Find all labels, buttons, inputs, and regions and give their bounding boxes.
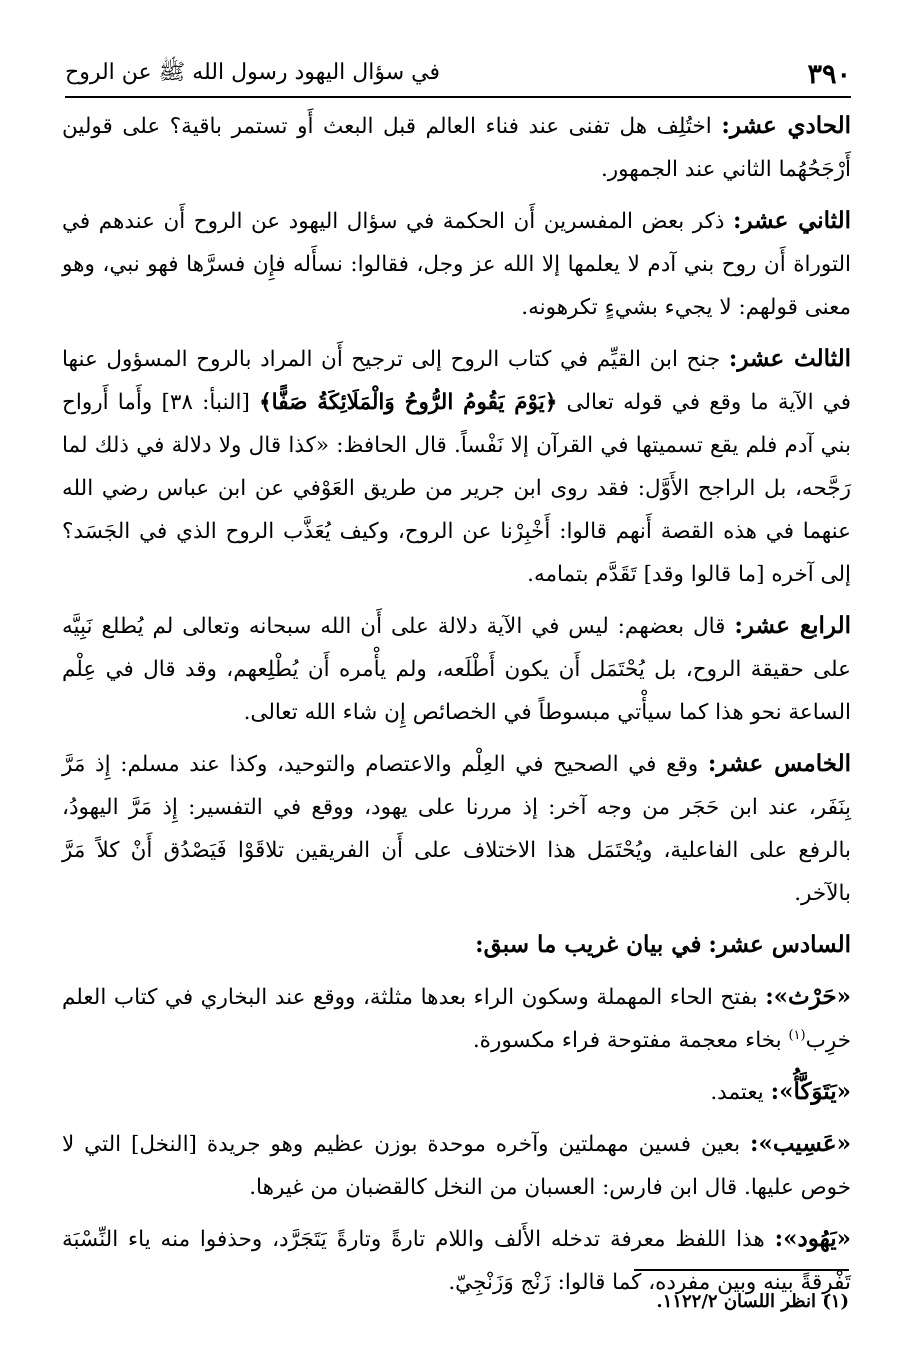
paragraph-11: [62, 104, 851, 191]
page-number: ٣٩٠: [807, 58, 851, 90]
paragraph-label: الحادي عشر:: [721, 112, 851, 139]
glossary-entry-yatawakka: [62, 1070, 851, 1114]
paragraph-label: السادس عشر:: [708, 931, 851, 958]
paragraph-16-heading: [62, 923, 851, 967]
paragraph-label: الثالث عشر:: [728, 345, 851, 372]
glossary-term: «حَرْث»:: [765, 983, 851, 1010]
footnote: (١) انظر اللسان ١١٢٢/٢.: [656, 1291, 849, 1312]
quran-verse: ﴿يَوْمَ يَقُومُ الرُّوحُ وَالْمَلَائِكَةُ صَفًّا﴾: [259, 390, 558, 415]
footnote-reference: (١): [788, 1027, 806, 1043]
paragraph-label: الثاني عشر:: [732, 207, 851, 234]
paragraph-text: جنح ابن القيِّم في كتاب الروح إلى ترجيح أَن المراد بالروح المسؤول عنها في الآية ما وقع في قوله تعالى: [62, 347, 851, 415]
glossary-term: «عَسِيب»:: [749, 1130, 851, 1157]
paragraph-text: اختُلِف هل تفنى عند فناء العالم قبل البعث أَو تستمر باقية؟ على قولين أَرْجَحُهُما الثاني عند الجمهور.: [62, 114, 851, 182]
paragraph-text: قال بعضهم: ليس في الآية دلالة على أَن الله سبحانه وتعالى لم يُطلع نَبِيَّه على حقيقة الروح، بل يُحْتَمَل أَن يكون أَطْلَعه، ولم يأْمره أَن يُطْلِعهم، وقد قال في عِلْم الساعة نحو هذا كما سيأْتي مبسوطاً في الخصائص إِن شاء الله تعالى.: [62, 614, 851, 725]
glossary-term: «يَهُود»:: [774, 1225, 851, 1252]
page-body: [62, 104, 851, 1312]
glossary-definition: بفتح الحاء المهملة وسكون الراء بعدها مثلثة، ووقع عند البخاري في كتاب العلم خرِب: [62, 985, 851, 1053]
paragraph-label: الخامس عشر:: [707, 750, 851, 777]
paragraph-13: [62, 337, 851, 596]
footnote-divider: [634, 1269, 849, 1271]
glossary-entry-asib: [62, 1122, 851, 1209]
glossary-term: «يَتَوَكَّأُ»:: [770, 1078, 851, 1105]
glossary-definition: يعتمد.: [710, 1080, 764, 1105]
running-title: في سؤال اليهود رسول الله ﷺ عن الروح: [65, 60, 440, 85]
paragraph-text-continued: [النبأ: ٣٨] وأَما أَرواح بني آدم فلم يقع تسميتها في القرآن إلا نَفْساً. قال الحافظ: «كذا قال ولا دلالة في ذلك لما رَجَّحه، بل الراجح الأَوَّل: فقد روى ابن جرير من طريق العَوْفي عن ابن عباس رضي الله عنهما في هذه القصة أَنهم قالوا: أَخْبِرْنا عن الروح، وكيف يُعَذَّب الروح الذي في الجَسَد؟ إلى آخره [ما قالوا وقد] تَقَدَّم بتمامه.: [62, 390, 851, 587]
glossary-definition-continued: بخاء معجمة مفتوحة فراء مكسورة.: [472, 1028, 789, 1053]
page-header: [65, 52, 851, 98]
glossary-entry-harth: [62, 975, 851, 1062]
paragraph-15: [62, 742, 851, 915]
paragraph-text: وقع في الصحيح في العِلْم والاعتصام والتوحيد، وكذا عند مسلم: إِذ مَرَّ بِنَفَر، عند ابن حَجَر من وجه آخر: إذ مررنا على يهود، ووقع في التفسير: إِذ مَرَّ اليهودُ، بالرفع على الفاعلية، ويُحْتَمَل هذا الاختلاف على أَن الفريقين تلاقَوْا فَيَصْدُق أَنْ كلاً مَرَّ بالآخر.: [62, 752, 851, 906]
paragraph-text: ذكر بعض المفسرين أَن الحكمة في سؤال اليهود عن الروح أَن عندهم في التوراة أَن روح بني آدم لا يعلمها إلا الله عز وجل، فقالوا: نسأَله فإِن فسرَّها فهو نبي، وهو معنى قولهم: لا يجيء بشيءٍ تكرهونه.: [62, 209, 851, 320]
glossary-definition: بعين فسين مهملتين وآخره موحدة بوزن عظيم وهو جريدة [النخل] التي لا خوص عليها. قال ابن فارس: العسبان من النخل كالقضبان من غيرها.: [62, 1132, 851, 1200]
section-heading-text: في بيان غريب ما سبق:: [475, 931, 702, 958]
paragraph-label: الرابع عشر:: [734, 612, 851, 639]
glossary-definition: هذا اللفظ معرفة تدخله الأَلف واللام تارةً وتارةً يَتَجَرَّد، وحذفوا منه ياء النِّسْبَة تَفْرِقةً بينه وبين مفرده، كما قالوا: زَنْج وَزَنْجِيّ.: [62, 1227, 851, 1295]
paragraph-14: [62, 604, 851, 734]
paragraph-12: [62, 199, 851, 329]
